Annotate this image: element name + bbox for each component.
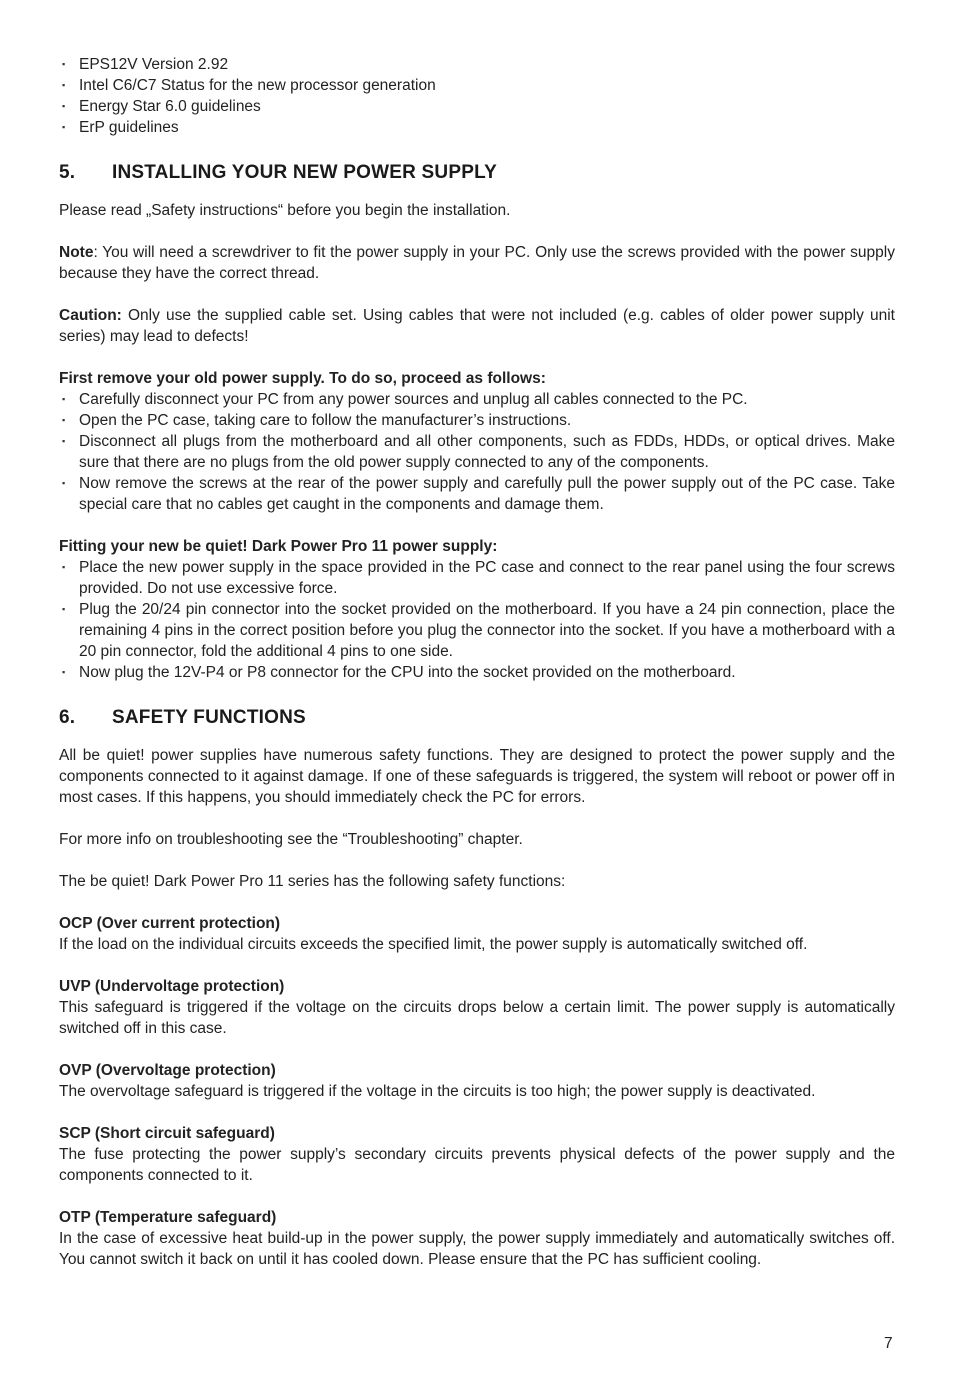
- note-label: Note: [59, 244, 94, 261]
- list-item: ▪ Now remove the screws at the rear of the power supply and carefully pull the power supply out of the PC case. Take special care that no cables get caught in the components and damage them.: [59, 473, 895, 515]
- list-item: ▪ Energy Star 6.0 guidelines: [59, 96, 895, 117]
- function-text-otp: In the case of excessive heat build-up in the power supply, the power supply immediately and automatically switches off. You cannot switch it back on until it has cooled down. Please ensure that the PC has sufficient cooling.: [59, 1230, 895, 1268]
- fit-steps-list: [59, 557, 895, 683]
- list-item: ▪ Carefully disconnect your PC from any power sources and unplug all cables connected to the PC.: [59, 389, 895, 410]
- function-text-scp: The fuse protecting the power supply’s secondary circuits prevents physical defects of the power supply and the components connected to it.: [59, 1146, 895, 1184]
- section-title: SAFETY FUNCTIONS: [112, 707, 306, 728]
- caution-paragraph: [59, 305, 895, 347]
- list-item: ▪ Plug the 20/24 pin connector into the socket provided on the motherboard. If you have a 24 pin connection, place the remaining 4 pins in the correct position before you plug the connector into the socket. If you have a motherboard with a 20 pin connector, fold the additional 4 pins to one side.: [59, 599, 895, 662]
- section-6-heading: [59, 706, 895, 730]
- note-paragraph: [59, 242, 895, 284]
- section-number: 6.: [59, 707, 76, 728]
- safety-para-1: All be quiet! power supplies have numerous safety functions. They are designed to protect the power supply and the components connected to it against damage. If one of these safeguards is triggered, the system will reboot or power off in most cases. If this happens, you should immediately check the PC for errors.: [59, 747, 895, 806]
- fit-heading: Fitting your new be quiet! Dark Power Pro 11 power supply:: [59, 538, 498, 555]
- safety-para-2: For more info on troubleshooting see the “Troubleshooting” chapter.: [59, 831, 523, 848]
- function-text-uvp: This safeguard is triggered if the voltage on the circuits drops below a certain limit. The power supply is automatically switched off in this case.: [59, 999, 895, 1037]
- function-title-ovp: OVP (Overvoltage protection): [59, 1062, 276, 1079]
- list-item: ▪ Open the PC case, taking care to follow the manufacturer’s instructions.: [59, 410, 895, 431]
- remove-heading: First remove your old power supply. To do so, proceed as follows:: [59, 370, 546, 387]
- function-text-ovp: The overvoltage safeguard is triggered if the voltage in the circuits is too high; the power supply is deactivated.: [59, 1083, 816, 1100]
- function-title-ocp: OCP (Over current protection): [59, 915, 281, 932]
- function-title-otp: OTP (Temperature safeguard): [59, 1209, 277, 1226]
- list-item: ▪ Intel C6/C7 Status for the new processor generation: [59, 75, 895, 96]
- note-text: : You will need a screwdriver to fit the power supply in your PC. Only use the screws provided with the power supply because they have the correct thread.: [59, 244, 895, 282]
- caution-text: Only use the supplied cable set. Using cables that were not included (e.g. cables of older power supply unit series) may lead to defects!: [59, 307, 895, 345]
- install-intro: Please read „Safety instructions“ before you begin the installation.: [59, 202, 511, 219]
- function-text-ocp: If the load on the individual circuits exceeds the specified limit, the power supply is automatically switched off.: [59, 936, 808, 953]
- function-title-scp: SCP (Short circuit safeguard): [59, 1125, 275, 1142]
- section-title: INSTALLING YOUR NEW POWER SUPPLY: [112, 162, 498, 183]
- function-title-uvp: UVP (Undervoltage protection): [59, 978, 285, 995]
- remove-steps-list: [59, 389, 895, 515]
- standards-list: [59, 54, 895, 138]
- list-item: ▪ Place the new power supply in the space provided in the PC case and connect to the rear panel using the four screws provided. Do not use excessive force.: [59, 557, 895, 599]
- list-item: ▪ Now plug the 12V-P4 or P8 connector for the CPU into the socket provided on the motherboard.: [59, 662, 895, 683]
- page-number: 7: [884, 1335, 893, 1352]
- list-item: ▪ ErP guidelines: [59, 117, 895, 138]
- safety-para-3: The be quiet! Dark Power Pro 11 series has the following safety functions:: [59, 873, 566, 890]
- list-item: ▪ EPS12V Version 2.92: [59, 54, 895, 75]
- section-number: 5.: [59, 162, 76, 183]
- caution-label: Caution:: [59, 307, 122, 324]
- section-5-heading: [59, 161, 895, 185]
- list-item: ▪ Disconnect all plugs from the motherboard and all other components, such as FDDs, HDDs, or optical drives. Make sure that there are no plugs from the old power supply connected to any of the components.: [59, 431, 895, 473]
- document-page: [59, 54, 895, 1270]
